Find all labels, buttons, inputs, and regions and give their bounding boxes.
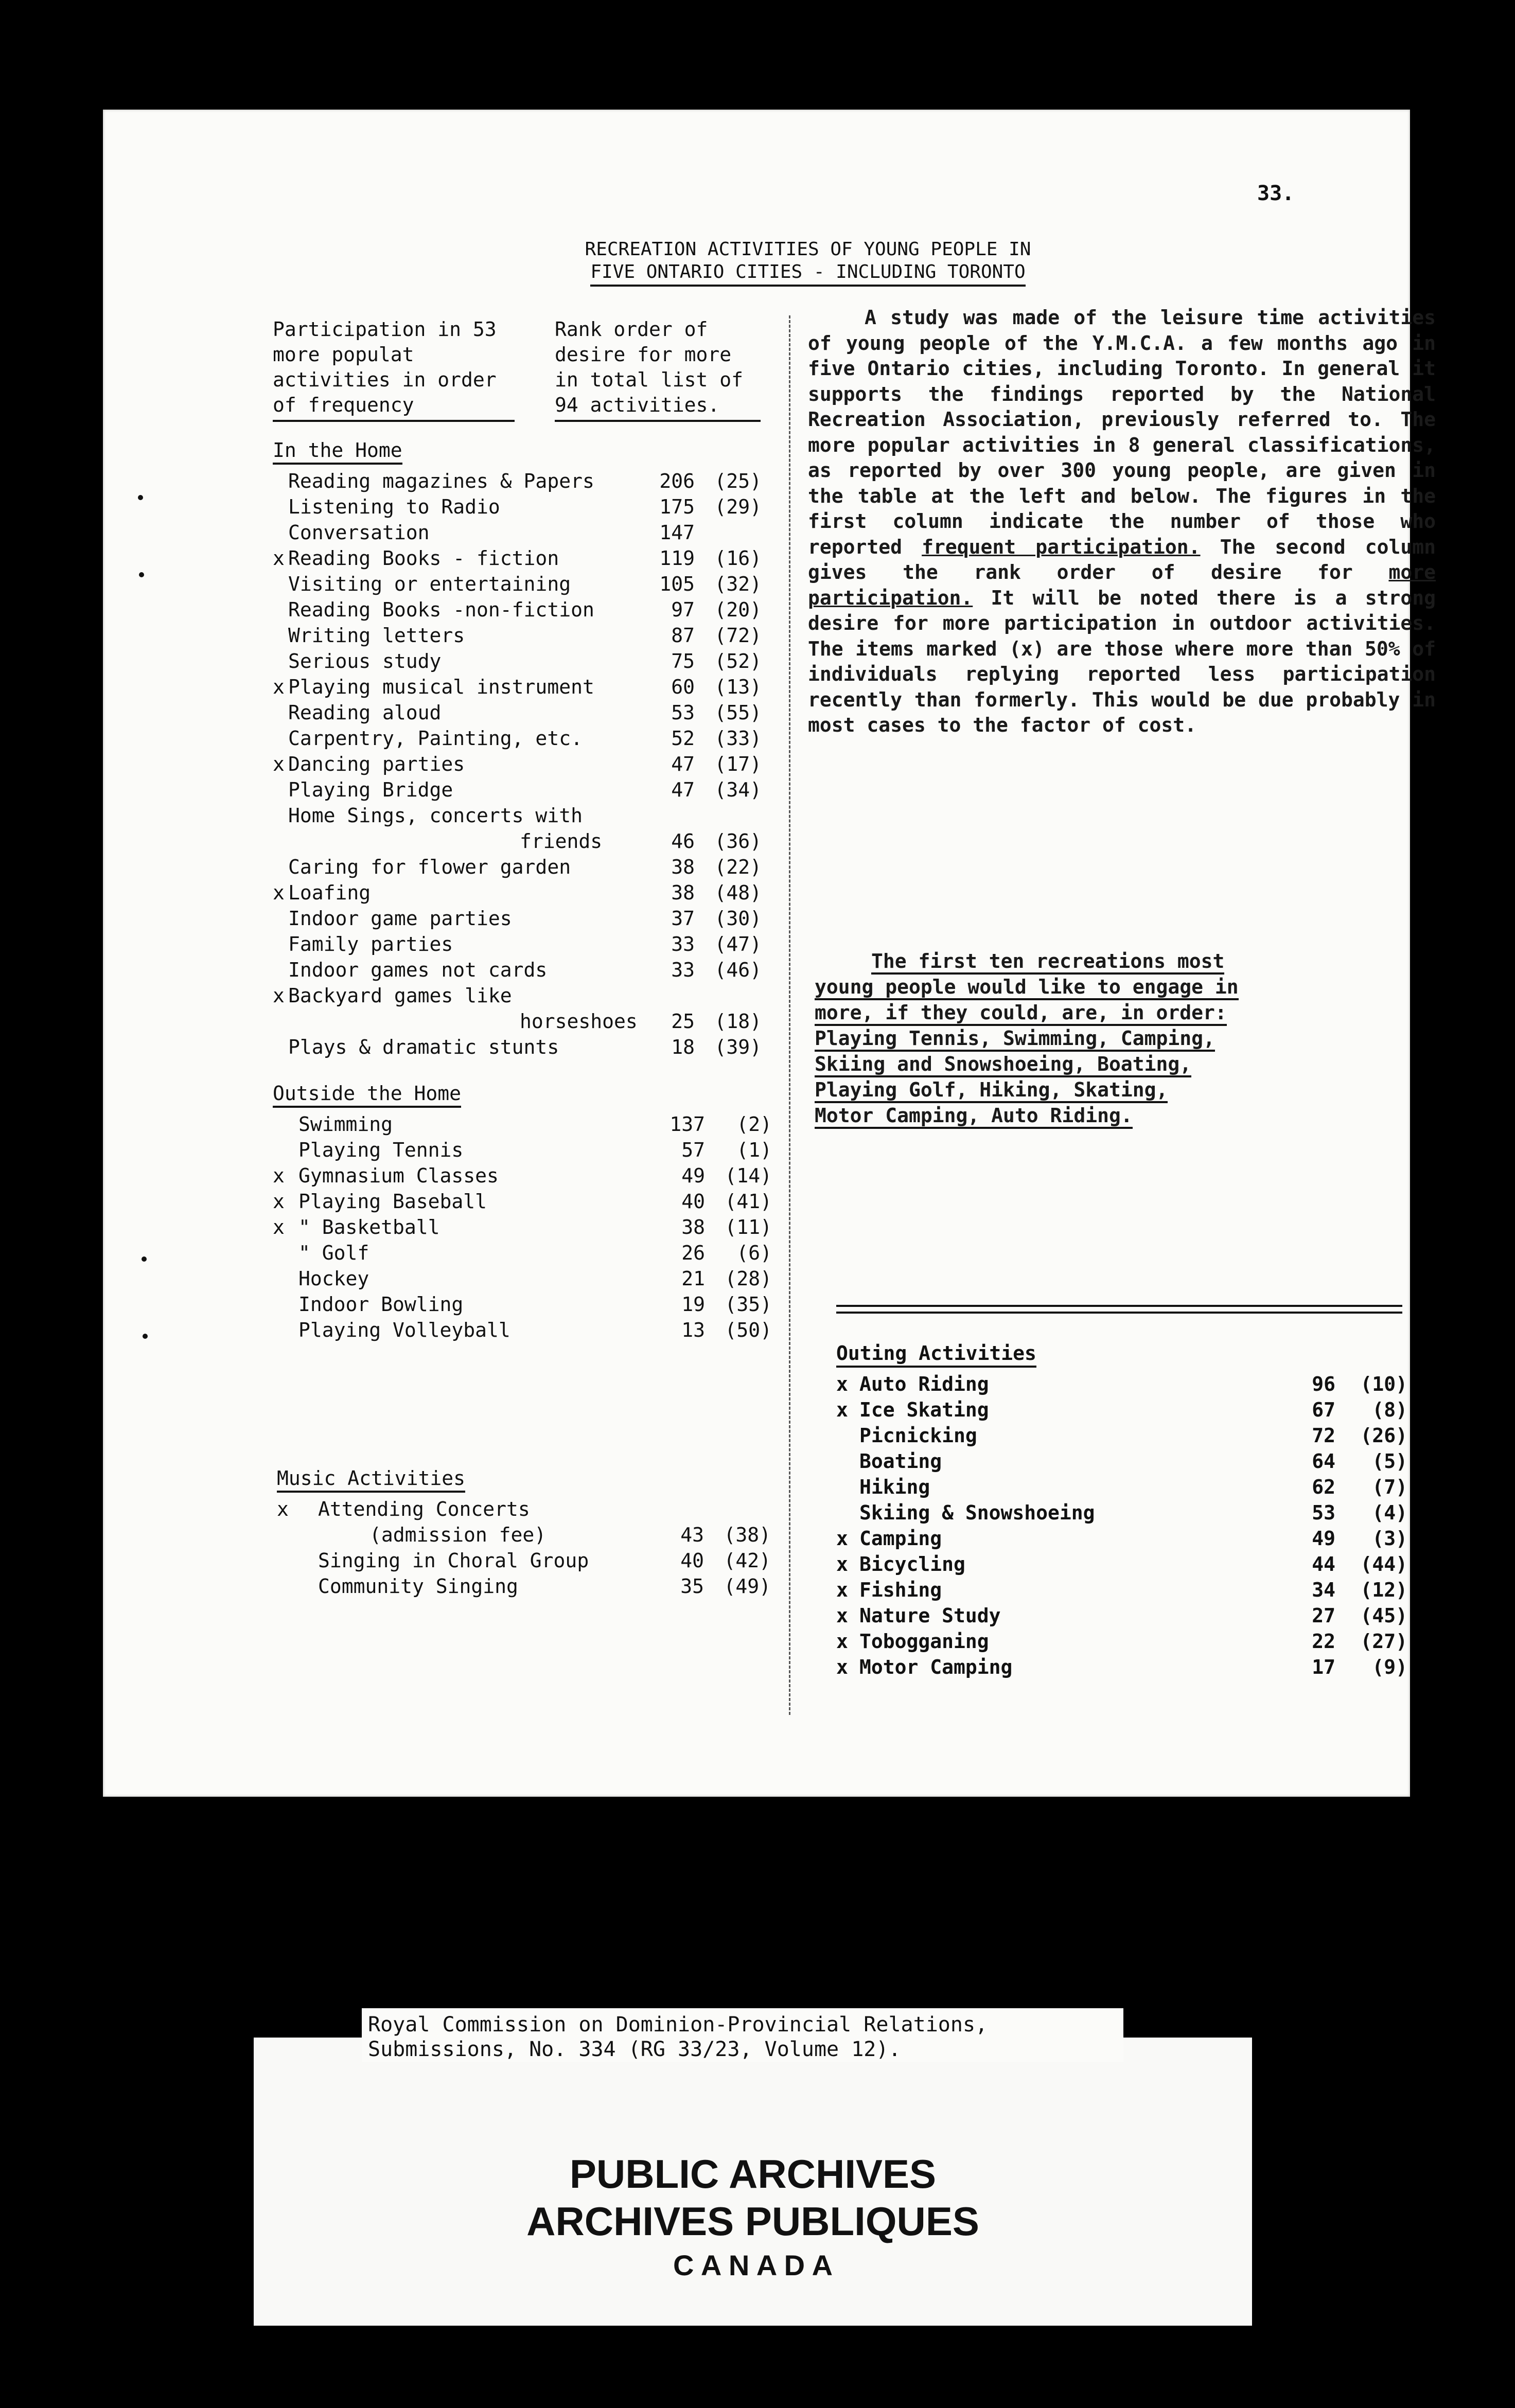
- desire-rank: (18): [714, 1010, 762, 1033]
- stamp-line-3: C A N A D A: [673, 2249, 833, 2281]
- activity-row: [273, 1293, 787, 1319]
- activity-row: [273, 1190, 787, 1216]
- desire-rank: (26): [1360, 1424, 1407, 1447]
- participation-count: 175: [659, 495, 695, 518]
- participation-count: 25: [671, 1010, 695, 1033]
- desire-rank: (12): [1360, 1579, 1407, 1601]
- underlined-text: more participation.: [808, 561, 1436, 609]
- margin-mark: [139, 572, 144, 577]
- desire-rank: (1): [736, 1139, 772, 1161]
- desire-rank: (41): [725, 1190, 772, 1213]
- activity-name: Reading aloud: [288, 701, 442, 724]
- marker-x: x: [273, 1190, 285, 1213]
- activity-name: Indoor Bowling: [298, 1293, 464, 1316]
- desire-rank: (20): [714, 598, 762, 621]
- desire-rank: (17): [714, 753, 762, 775]
- activity-row: [836, 1579, 1407, 1604]
- desire-rank: (10): [1360, 1373, 1407, 1395]
- participation-count: 53: [1312, 1501, 1335, 1524]
- activity-row: [836, 1553, 1407, 1579]
- header-line: more populat: [273, 343, 414, 366]
- activity-name: Reading magazines & Papers: [288, 470, 594, 492]
- activity-name: Serious study: [288, 650, 442, 672]
- activity-row: [273, 1216, 787, 1242]
- activity-name: Playing Volleyball: [298, 1319, 510, 1341]
- activity-name: Motor Camping: [859, 1656, 1013, 1678]
- participation-count: 49: [1312, 1527, 1335, 1550]
- activity-name: Loafing: [288, 881, 371, 904]
- desire-rank: (4): [1372, 1501, 1407, 1524]
- participation-count: 67: [1312, 1398, 1335, 1421]
- section-outside-the-home: [273, 1082, 787, 1344]
- activity-name: Plays & dramatic stunts: [288, 1036, 559, 1058]
- participation-count: 27: [1312, 1604, 1335, 1627]
- activity-row: [273, 1113, 787, 1139]
- desire-rank: (29): [714, 495, 762, 518]
- desire-rank: (49): [724, 1575, 771, 1598]
- activity-row: [273, 1242, 787, 1267]
- marker-x: x: [273, 1164, 285, 1187]
- header-line: Participation in 53: [273, 318, 497, 341]
- activity-name: Gymnasium Classes: [298, 1164, 499, 1187]
- participation-count: 38: [671, 856, 695, 878]
- section-music-activities: [277, 1467, 791, 1601]
- activity-name: Backyard games like: [288, 984, 512, 1007]
- desire-rank: (5): [1372, 1450, 1407, 1473]
- header-line: Rank order of: [555, 318, 708, 341]
- activity-row: [273, 1139, 787, 1164]
- paragraph-line: more, if they could, are, in order:: [815, 1001, 1227, 1026]
- desire-rank: (32): [714, 573, 762, 595]
- activity-name: Picnicking: [859, 1424, 977, 1447]
- archives-stamp: [254, 2038, 1252, 2326]
- marker-x: x: [273, 547, 285, 570]
- activity-row: [273, 470, 787, 495]
- paragraph-line: Playing Tennis, Swimming, Camping,: [815, 1027, 1215, 1052]
- participation-count: 37: [671, 907, 695, 930]
- desire-rank: (52): [714, 650, 762, 672]
- activity-row: [836, 1398, 1407, 1424]
- header-line: activities in order: [273, 368, 497, 391]
- participation-count: 96: [1312, 1373, 1335, 1395]
- participation-count: 33: [671, 959, 695, 981]
- paragraph-line: The first ten recreations most: [871, 950, 1224, 975]
- activity-row: [273, 650, 787, 676]
- participation-count: 44: [1312, 1553, 1335, 1575]
- activity-row: [277, 1549, 791, 1575]
- activity-row: [273, 984, 787, 1010]
- activity-name: Visiting or entertaining: [288, 573, 571, 595]
- marker-x: x: [836, 1630, 848, 1653]
- participation-count: 18: [671, 1036, 695, 1058]
- divider-rule: [836, 1312, 1402, 1314]
- header-line: in total list of: [555, 368, 744, 391]
- activity-row: [273, 856, 787, 881]
- participation-count: 119: [659, 547, 695, 570]
- activity-name: Playing musical instrument: [288, 676, 594, 698]
- activity-row: [273, 933, 787, 959]
- participation-count: 64: [1312, 1450, 1335, 1473]
- activity-name: Boating: [859, 1450, 942, 1473]
- marker-x: x: [836, 1579, 848, 1601]
- desire-rank: (42): [724, 1549, 771, 1572]
- activity-name: friends: [520, 830, 603, 853]
- desire-rank: (35): [725, 1293, 772, 1316]
- activity-name: Camping: [859, 1527, 942, 1550]
- desire-rank: (22): [714, 856, 762, 878]
- desire-rank: (45): [1360, 1604, 1407, 1627]
- underlined-text: frequent participation.: [922, 535, 1201, 558]
- activity-name: Fishing: [859, 1579, 942, 1601]
- activity-row: [836, 1450, 1407, 1476]
- activity-name: Auto Riding: [859, 1373, 989, 1395]
- activity-row: [273, 907, 787, 933]
- participation-count: 26: [681, 1242, 705, 1264]
- activity-list: [836, 1373, 1407, 1681]
- activity-row: [273, 778, 787, 804]
- activity-row: [836, 1656, 1407, 1681]
- marker-x: x: [836, 1398, 848, 1421]
- section-heading: Outing Activities: [836, 1342, 1036, 1368]
- activity-row: [273, 881, 787, 907]
- paragraph-text: It will be noted there is a strong desire for more participation in outdoor activities. The items marked (x) are those where more than 50% of individuals replying reported less participation recently than formerly. This would be due probably in most cases to the factor of cost.: [808, 586, 1436, 736]
- marker-x: x: [277, 1498, 289, 1520]
- participation-count: 40: [681, 1190, 705, 1213]
- activity-row: [273, 573, 787, 598]
- activity-name: Indoor games not cards: [288, 959, 548, 981]
- desire-rank: (27): [1360, 1630, 1407, 1653]
- participation-count: 19: [681, 1293, 705, 1316]
- participation-count: 38: [681, 1216, 705, 1238]
- stamp-line-2: ARCHIVES PUBLIQUES: [526, 2199, 979, 2244]
- desire-rank: (7): [1372, 1476, 1407, 1498]
- activity-row: [273, 959, 787, 984]
- participation-count: 62: [1312, 1476, 1335, 1498]
- desire-rank: (72): [714, 624, 762, 647]
- activity-row: [273, 727, 787, 753]
- activity-row: [836, 1373, 1407, 1398]
- activity-name: " Basketball: [298, 1216, 440, 1238]
- column-header-rank: [555, 317, 761, 422]
- section-heading: Music Activities: [277, 1467, 465, 1493]
- participation-count: 49: [681, 1164, 705, 1187]
- header-line: 94 activities.: [555, 394, 720, 416]
- participation-count: 22: [1312, 1630, 1335, 1653]
- desire-rank: (38): [724, 1524, 771, 1546]
- activity-row: [836, 1501, 1407, 1527]
- activity-row: [273, 753, 787, 778]
- activity-list: [273, 470, 787, 1061]
- desire-rank: (34): [714, 778, 762, 801]
- activity-row: [273, 624, 787, 650]
- paragraph-line: Skiing and Snowshoeing, Boating,: [815, 1053, 1191, 1077]
- participation-count: 43: [680, 1524, 704, 1546]
- margin-mark: [143, 1334, 148, 1339]
- header-line: of frequency: [273, 394, 414, 416]
- desire-rank: (9): [1372, 1656, 1407, 1678]
- document-page: [103, 110, 1436, 1797]
- desire-rank: (33): [714, 727, 762, 750]
- activity-name: Home Sings, concerts with: [288, 804, 583, 827]
- participation-count: 21: [681, 1267, 705, 1290]
- activity-row: [273, 1036, 787, 1061]
- stamp-line-1: PUBLIC ARCHIVES: [569, 2151, 937, 2197]
- desire-rank: (2): [736, 1113, 772, 1136]
- marker-x: x: [273, 984, 285, 1007]
- participation-count: 147: [659, 521, 695, 544]
- paragraph-line: Motor Camping, Auto Riding.: [815, 1104, 1133, 1129]
- marker-x: x: [273, 753, 285, 775]
- activity-name: Listening to Radio: [288, 495, 500, 518]
- activity-name: " Golf: [298, 1242, 369, 1264]
- activity-name: Playing Bridge: [288, 778, 453, 801]
- activity-name: Reading Books - fiction: [288, 547, 559, 570]
- participation-count: 40: [680, 1549, 704, 1572]
- activity-name: Attending Concerts: [318, 1498, 530, 1520]
- desire-rank: (28): [725, 1267, 772, 1290]
- paragraph-line: Playing Golf, Hiking, Skating,: [815, 1078, 1168, 1103]
- marker-x: x: [273, 881, 285, 904]
- activity-name: Playing Tennis: [298, 1139, 464, 1161]
- activity-row: [273, 1010, 787, 1036]
- desire-rank: (16): [714, 547, 762, 570]
- participation-count: 97: [671, 598, 695, 621]
- desire-rank: (8): [1372, 1398, 1407, 1421]
- participation-count: 53: [671, 701, 695, 724]
- marker-x: x: [273, 676, 285, 698]
- participation-count: 57: [681, 1139, 705, 1161]
- marker-x: x: [836, 1373, 848, 1395]
- activity-row: [273, 1319, 787, 1344]
- desire-rank: (50): [725, 1319, 772, 1341]
- participation-count: 46: [671, 830, 695, 853]
- page-title: [499, 238, 1117, 287]
- participation-count: 34: [1312, 1579, 1335, 1601]
- activity-name: Playing Baseball: [298, 1190, 487, 1213]
- activity-name: Hockey: [298, 1267, 369, 1290]
- title-line-2: FIVE ONTARIO CITIES - INCLUDING TORONTO: [590, 261, 1025, 287]
- column-header-participation: [273, 317, 515, 422]
- desire-rank: (47): [714, 933, 762, 955]
- activity-name: Writing letters: [288, 624, 465, 647]
- activity-name: Singing in Choral Group: [318, 1549, 589, 1572]
- desire-rank: (11): [725, 1216, 772, 1238]
- activity-name: Dancing parties: [288, 753, 465, 775]
- citation-line-1: Royal Commission on Dominion-Provincial Relations,: [368, 2013, 988, 2037]
- activity-row: [836, 1604, 1407, 1630]
- participation-count: 17: [1312, 1656, 1335, 1678]
- title-line-1: RECREATION ACTIVITIES OF YOUNG PEOPLE IN: [585, 239, 1031, 260]
- marker-x: x: [273, 1216, 285, 1238]
- activity-row: [273, 676, 787, 701]
- participation-count: 105: [659, 573, 695, 595]
- desire-rank: (55): [714, 701, 762, 724]
- activity-row: [277, 1575, 791, 1601]
- desire-rank: (46): [714, 959, 762, 981]
- divider-rule: [836, 1305, 1402, 1307]
- activity-name: Hiking: [859, 1476, 930, 1498]
- marker-x: x: [836, 1656, 848, 1678]
- activity-row: [273, 598, 787, 624]
- activity-name: Conversation: [288, 521, 430, 544]
- paragraph-line: young people would like to engage in: [815, 976, 1239, 1000]
- paragraph-text: A study was made of the leisure time activities of young people of the Y.M.C.A. a few months ago in five Ontario cities, including Toronto. In general it supports the findings reported by the National Recreation Association, previously referred to. The more popular activities in 8 general classifications, as reported by over 300 young people, are given in the table at the left and below. The figures in the first column indicate the number of those who reported: [808, 306, 1436, 558]
- activity-list: [277, 1498, 791, 1601]
- activity-name: Bicycling: [859, 1553, 965, 1575]
- activity-name: Swimming: [298, 1113, 393, 1136]
- marker-x: x: [836, 1553, 848, 1575]
- participation-count: 137: [670, 1113, 705, 1136]
- desire-rank: (14): [725, 1164, 772, 1187]
- activity-row: [273, 804, 787, 830]
- section-outing-activities: [836, 1342, 1407, 1681]
- participation-count: 38: [671, 881, 695, 904]
- marker-x: x: [836, 1604, 848, 1627]
- participation-count: 47: [671, 778, 695, 801]
- desire-rank: (13): [714, 676, 762, 698]
- activity-name: Reading Books -non-fiction: [288, 598, 594, 621]
- activity-row: [273, 547, 787, 573]
- activity-name: Nature Study: [859, 1604, 1001, 1627]
- activity-name: Ice Skating: [859, 1398, 989, 1421]
- desire-rank: (30): [714, 907, 762, 930]
- desire-rank: (48): [714, 881, 762, 904]
- participation-count: 72: [1312, 1424, 1335, 1447]
- participation-count: 75: [671, 650, 695, 672]
- activity-row: [277, 1498, 791, 1524]
- header-line: desire for more: [555, 343, 732, 366]
- desire-rank: (3): [1372, 1527, 1407, 1550]
- activity-name: Family parties: [288, 933, 453, 955]
- margin-mark: [142, 1256, 147, 1262]
- citation-line-2: Submissions, No. 334 (RG 33/23, Volume 12).: [368, 2038, 901, 2061]
- desire-rank: (44): [1360, 1553, 1407, 1575]
- activity-row: [273, 830, 787, 856]
- activity-row: [836, 1630, 1407, 1656]
- page-number: 33.: [1257, 182, 1295, 205]
- desire-rank: (6): [736, 1242, 772, 1264]
- activity-row: [273, 1164, 787, 1190]
- top-ten-paragraph: [815, 948, 1432, 1128]
- desire-rank: (36): [714, 830, 762, 853]
- participation-count: 52: [671, 727, 695, 750]
- activity-row: [273, 1267, 787, 1293]
- activity-row: [273, 701, 787, 727]
- section-heading: Outside the Home: [273, 1082, 461, 1108]
- activity-row: [273, 495, 787, 521]
- participation-count: 13: [681, 1319, 705, 1341]
- activity-name: Skiing & Snowshoeing: [859, 1501, 1095, 1524]
- activity-name: Carpentry, Painting, etc.: [288, 727, 583, 750]
- activity-row: [277, 1524, 791, 1549]
- activity-name: Tobogganing: [859, 1630, 989, 1653]
- desire-rank: (25): [714, 470, 762, 492]
- margin-mark: [138, 495, 143, 500]
- activity-row: [836, 1527, 1407, 1553]
- activity-name: (admission fee): [369, 1524, 547, 1546]
- marker-x: x: [836, 1527, 848, 1550]
- activity-row: [836, 1424, 1407, 1450]
- study-paragraph: [808, 305, 1436, 738]
- paragraph-text: The second column gives the rank order of desire for: [808, 535, 1436, 583]
- activity-row: [836, 1476, 1407, 1501]
- activity-name: horseshoes: [520, 1010, 638, 1033]
- participation-count: 87: [671, 624, 695, 647]
- section-in-the-home: [273, 439, 787, 1061]
- activity-name: Community Singing: [318, 1575, 518, 1598]
- participation-count: 47: [671, 753, 695, 775]
- activity-row: [273, 521, 787, 547]
- participation-count: 60: [671, 676, 695, 698]
- activity-name: Caring for flower garden: [288, 856, 571, 878]
- activity-name: Indoor game parties: [288, 907, 512, 930]
- participation-count: 35: [680, 1575, 704, 1598]
- participation-count: 206: [659, 470, 695, 492]
- section-heading: In the Home: [273, 439, 402, 465]
- participation-count: 33: [671, 933, 695, 955]
- citation-label: [362, 2008, 1123, 2062]
- desire-rank: (39): [714, 1036, 762, 1058]
- activity-list: [273, 1113, 787, 1344]
